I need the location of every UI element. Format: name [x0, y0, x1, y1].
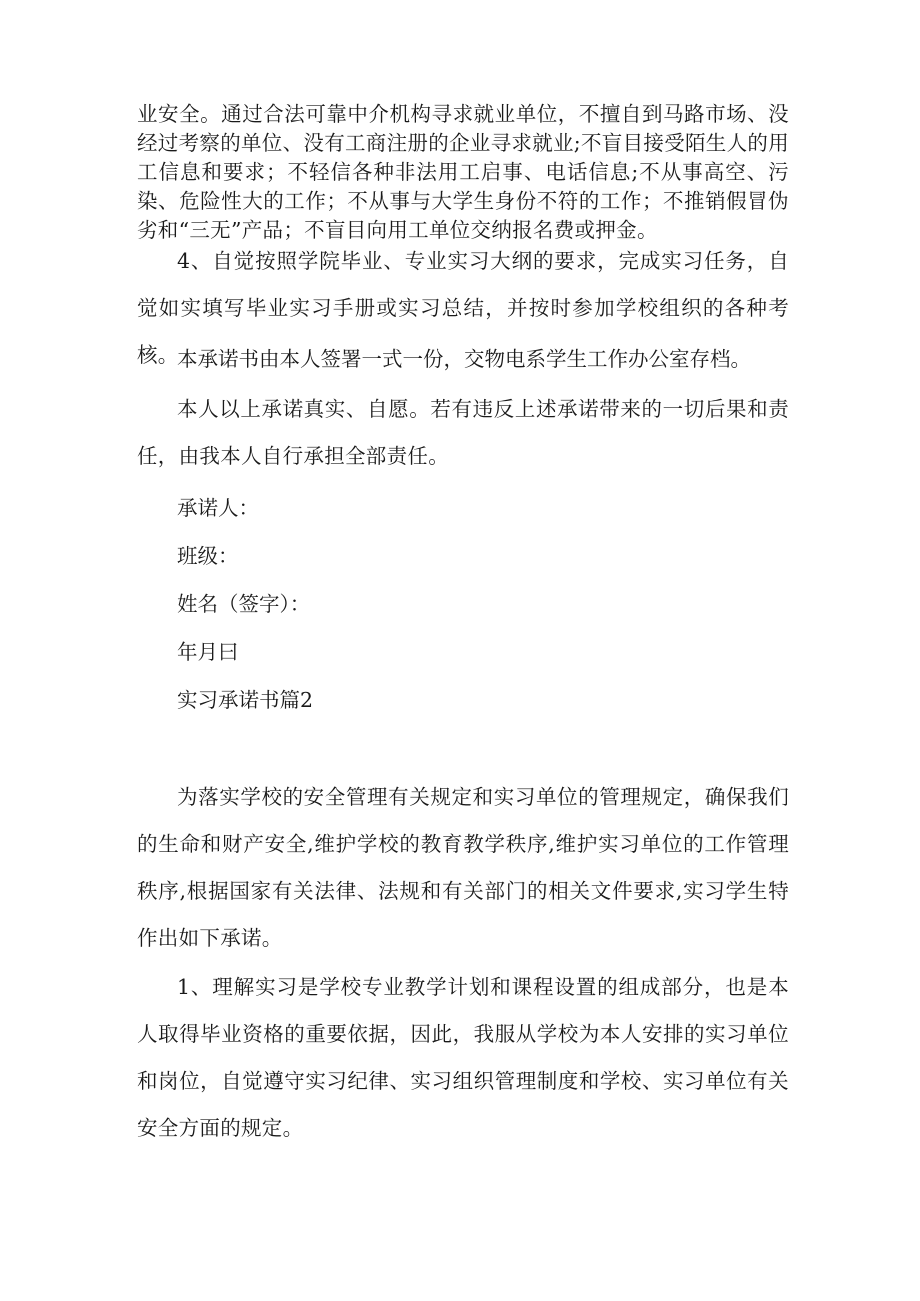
paragraph-item-1: 1、理解实习是学校专业教学计划和课程设置的组成部分，也是本人取得毕业资格的重要依据，因此，我服从学校为本人安排的实习单位和岗位，自觉遵守实习纪律、实习组织管理制度和学校、实习单位有关安全方面的规定。 — [137, 975, 789, 1140]
section-title: 实习承诺书篇2 — [177, 688, 314, 712]
paragraph-archive: 本承诺书由本人签署一式一份，交物电系学生工作办公室存档。 — [177, 347, 751, 371]
promisor-label: 承诺人： — [177, 496, 259, 520]
paragraph-item-4: 4、自觉按照学院毕业、专业实习大纲的要求，完成实习任务，自觉如实填写毕业实习手册或实习总结，并按时参加学校组织的各种考核。 — [137, 249, 789, 367]
class-label: 班级： — [177, 544, 239, 568]
paragraph-voluntary: 本人以上承诺真实、自愿。若有违反上述承诺带来的一切后果和责任，由我本人自行承担全部责任。 — [137, 397, 789, 468]
paragraph-safety-continued: 业安全。通过合法可靠中介机构寻求就业单位，不擅自到马路市场、没经过考察的单位、没有工商注册的企业寻求就业;不盲目接受陌生人的用工信息和要求；不轻信各种非法用工启事、电话信息;不从事高空、污染、危险性大的工作；不从事与大学生身份不符的工作；不推销假冒伪劣和“三无”产品；不盲目向用工单位交纳报名费或押金。 — [137, 102, 790, 242]
date-label: 年月曰 — [177, 640, 239, 664]
paragraph-intro: 为落实学校的安全管理有关规定和实习单位的管理规定，确保我们的生命和财产安全,维护学校的教育教学秩序,维护实习单位的工作管理秩序,根据国家有关法律、法规和有关部门的相关文件要求,实习学生特作出如下承诺。 — [137, 785, 789, 950]
signature-label: 姓名（签字）： — [177, 592, 311, 616]
